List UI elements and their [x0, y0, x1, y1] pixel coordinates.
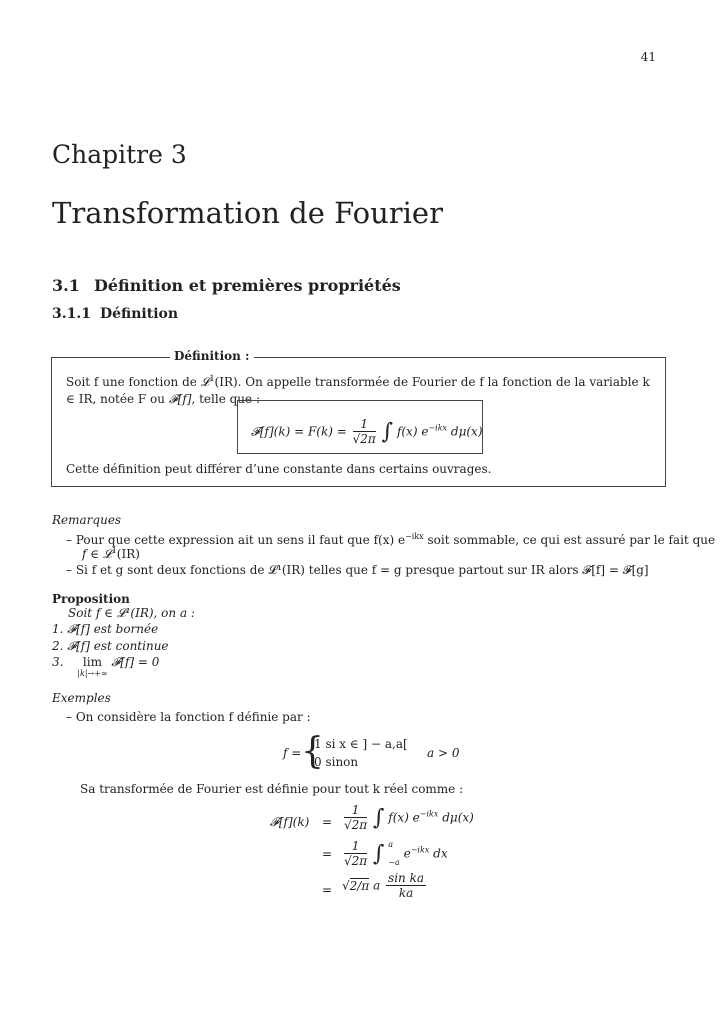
eq1-exp: −ikx [419, 809, 439, 819]
eq3-sqrt: 2/π [349, 878, 370, 893]
formula-rhs: f(x) e [396, 424, 429, 439]
eq1-den: √2π [344, 818, 368, 832]
eq-row-1 [342, 804, 474, 832]
integral-symbol: ∫ [381, 419, 394, 445]
section-heading [52, 276, 401, 295]
eq3-den: ka [398, 886, 414, 900]
piecewise-row-1: 1 si x ∈ ] − a,a[ [314, 737, 408, 751]
formula-lhs: 𝓕[f](k) = F(k) = [251, 424, 347, 439]
examples-intro: – On considère la fonction f définie par : [66, 710, 311, 724]
examples-heading: Exemples [52, 691, 111, 705]
eq2-integral: ∫ [373, 841, 385, 867]
eq3-a: a [373, 878, 381, 893]
eq2-upper: a [388, 840, 394, 849]
piecewise-row-2: 0 sinon [314, 755, 359, 769]
frac-num: 1 [353, 418, 376, 432]
transform-text: Sa transformée de Fourier est définie pour tout k réel comme : [80, 782, 464, 796]
prop3-num: 3. [52, 655, 64, 669]
def-text-3: , telle que : [191, 392, 260, 406]
definition-note: Cette définition peut différer d’une constante dans certains ouvrages. [66, 462, 492, 476]
remark1-b: soit sommable, ce qui est assuré par le fait que [423, 533, 716, 547]
frac-den: √2π [352, 432, 376, 446]
remark1-exp: −ikx [405, 532, 424, 541]
section-title: Définition et premières propriétés [94, 276, 401, 295]
remark1-d: (IR) [116, 547, 140, 561]
remark-item-1-cont [82, 546, 140, 562]
l-symbol: 𝓛 [200, 375, 210, 389]
subsection-number: 3.1.1 [52, 306, 91, 322]
subsection-heading [52, 306, 178, 322]
definition-formula [251, 418, 483, 446]
eq2-lower: −a [388, 858, 400, 867]
eq3-num: sin ka [388, 871, 425, 885]
l-exponent: 1 [209, 374, 215, 383]
remarks-heading: Remarques [52, 513, 122, 527]
eq2-rest: e [403, 846, 411, 861]
formula-end: dμ(x) [450, 424, 483, 439]
eq1-rest: f(x) e [388, 810, 420, 825]
section-number: 3.1 [52, 276, 80, 295]
eq2-bounds [388, 836, 399, 872]
piecewise-condition: a > 0 [427, 746, 460, 760]
eq2-fraction [344, 840, 367, 868]
prop3-limit [77, 655, 107, 678]
formula-exp: −ikx [428, 423, 448, 433]
remark-item-2: – Si f et g sont deux fonctions de 𝓛¹(IR) telles que f = g presque partout sur IR alors 𝓕[f] = 𝓕[g] [66, 563, 649, 577]
prop3-lim: lim [82, 655, 102, 669]
eq3-fraction [386, 872, 426, 900]
proposition-item-3 [52, 655, 159, 678]
eq-row-2 [342, 836, 448, 872]
subsection-title: Définition [100, 306, 179, 322]
eq-sign-3: = [322, 883, 333, 897]
eq2-num: 1 [344, 840, 367, 854]
proposition-heading: Proposition [52, 592, 130, 606]
eq-sign-1: = [322, 815, 333, 829]
def-text-2: (IR). On appelle transformée de Fourier de f la fonction de la variable k ∈ IR, notée F ou [66, 375, 650, 406]
definition-formula-box [237, 400, 483, 454]
eq1-integral: ∫ [373, 805, 385, 831]
f-transform-symbol: 𝓕[f] [168, 392, 192, 406]
eq2-end: dx [433, 846, 448, 861]
piecewise-lhs: f = [283, 746, 302, 760]
remark1-a: – Pour que cette expression ait un sens il faut que f(x) e [66, 533, 406, 547]
eq1-fraction [344, 804, 367, 832]
prop3-expr: 𝓕[f] = 0 [111, 655, 160, 669]
sqrt-symbol: √ [342, 878, 350, 893]
eq-sign-2: = [322, 847, 333, 861]
definition-box [51, 349, 666, 487]
remark-item-1 [66, 532, 715, 547]
remark1-c: f ∈ 𝓛 [82, 547, 112, 561]
piecewise-brace: { [301, 731, 324, 772]
proposition-item-1: 1. 𝓕[f] est bornée [52, 622, 159, 636]
proposition-intro: Soit f ∈ 𝓛¹(IR), on a : [68, 606, 195, 620]
eq1-num: 1 [344, 804, 367, 818]
proposition-item-2: 2. 𝓕[f] est continue [52, 639, 169, 653]
chapter-label: Chapitre 3 [52, 140, 187, 169]
eq1-end: dμ(x) [442, 810, 474, 825]
formula-fraction [353, 418, 376, 446]
remark1-exponent: 1 [111, 546, 117, 555]
eq-row-3 [342, 872, 428, 900]
eq2-exp: −ikx [410, 845, 430, 855]
eq2-den: √2π [344, 854, 368, 868]
prop3-sub: |k|→+∞ [77, 669, 108, 678]
def-text-1: Soit f une fonction de [66, 375, 201, 389]
eq-lhs: 𝓕[f](k) [270, 815, 310, 829]
page-number: 41 [640, 50, 656, 64]
chapter-title: Transformation de Fourier [52, 196, 443, 230]
definition-legend: Définition : [170, 349, 254, 363]
